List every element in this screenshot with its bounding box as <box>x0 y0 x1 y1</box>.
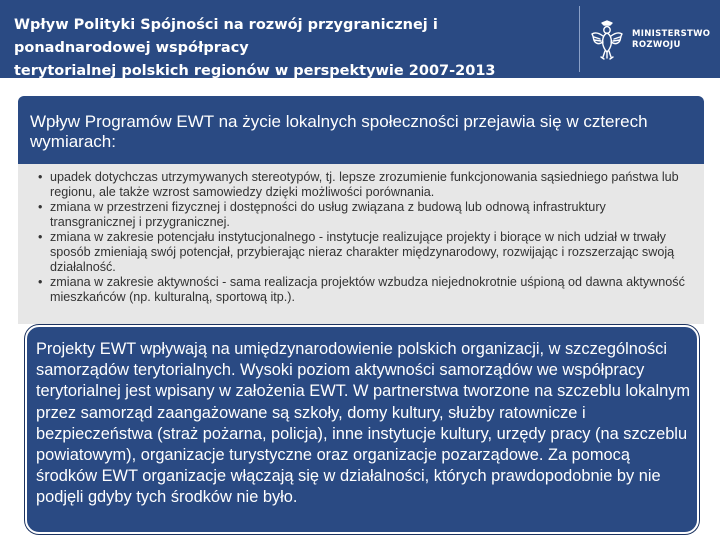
bullet-item: • zmiana w zakresie potencjału instytucjonalnego - instytucje realizujące projekty i biorące w nich udział w trwały sposób zmieniają swój potencjał, przybierając nieraz charakter międzynarodowy, rozwijając i rozszerzając swoją działalność. <box>40 230 694 275</box>
ministry-logo-text: MINISTERSTWO ROZWOJU <box>632 29 711 50</box>
intro-box <box>18 96 704 164</box>
callout-text: Projekty EWT wpływają na umiędzynarodowienie polskich organizacji, w szczególności samorządów terytorialnych. Wysoki poziom aktywności samorządów we współpracy terytorialnej jest wpisany w założenia EWT. W partnerstwa tworzone na szczeblu lokalnym przez samorząd zaangażowane są szkoły, domy kultury, służby ratownicze i bezpieczeństwa (straż pożarna, policja), inne instytucje kultury, urzędy pracy (na szczeblu powiatowym), organizacje turystyczne oraz organizacje pozarządowe. Za pomocą środków EWT organizacje włączają się w działalności, których prawdopodobnie by nie podjęli gdyby tych środków nie było. <box>36 340 691 507</box>
callout-box <box>25 325 699 534</box>
slide-title: Wpływ Polityki Spójności na rozwój przygranicznej i ponadnarodowej współpracy terytorialnej polskich regionów w perspektywie 2007-2013 <box>14 17 496 79</box>
bullet-item: • zmiana w zakresie aktywności - sama realizacja projektów wzbudza niejednokrotnie uśpioną od dawna aktywność mieszkańców (np. kulturalną, sportową itp.). <box>40 275 694 305</box>
slide-header <box>0 0 720 78</box>
bullet-item: • upadek dotychczas utrzymywanych stereotypów, tj. lepsze zrozumienie funkcjonowania sąsiedniego państwa lub regionu, ale także wzrost samowiedzy dzięki możliwości porównania. <box>40 170 694 200</box>
bullet-list <box>18 164 704 305</box>
bullet-panel <box>18 164 704 324</box>
polish-eagle-emblem-icon <box>590 20 624 60</box>
bullet-item: • zmiana w przestrzeni fizycznej i dostępności do usług związana z budową lub odnową infrastruktury transgranicznej i przygranicznej. <box>40 200 694 230</box>
header-divider <box>579 6 580 72</box>
intro-text: Wpływ Programów EWT na życie lokalnych społeczności przejawia się w czterech wymiarach: <box>30 112 648 151</box>
